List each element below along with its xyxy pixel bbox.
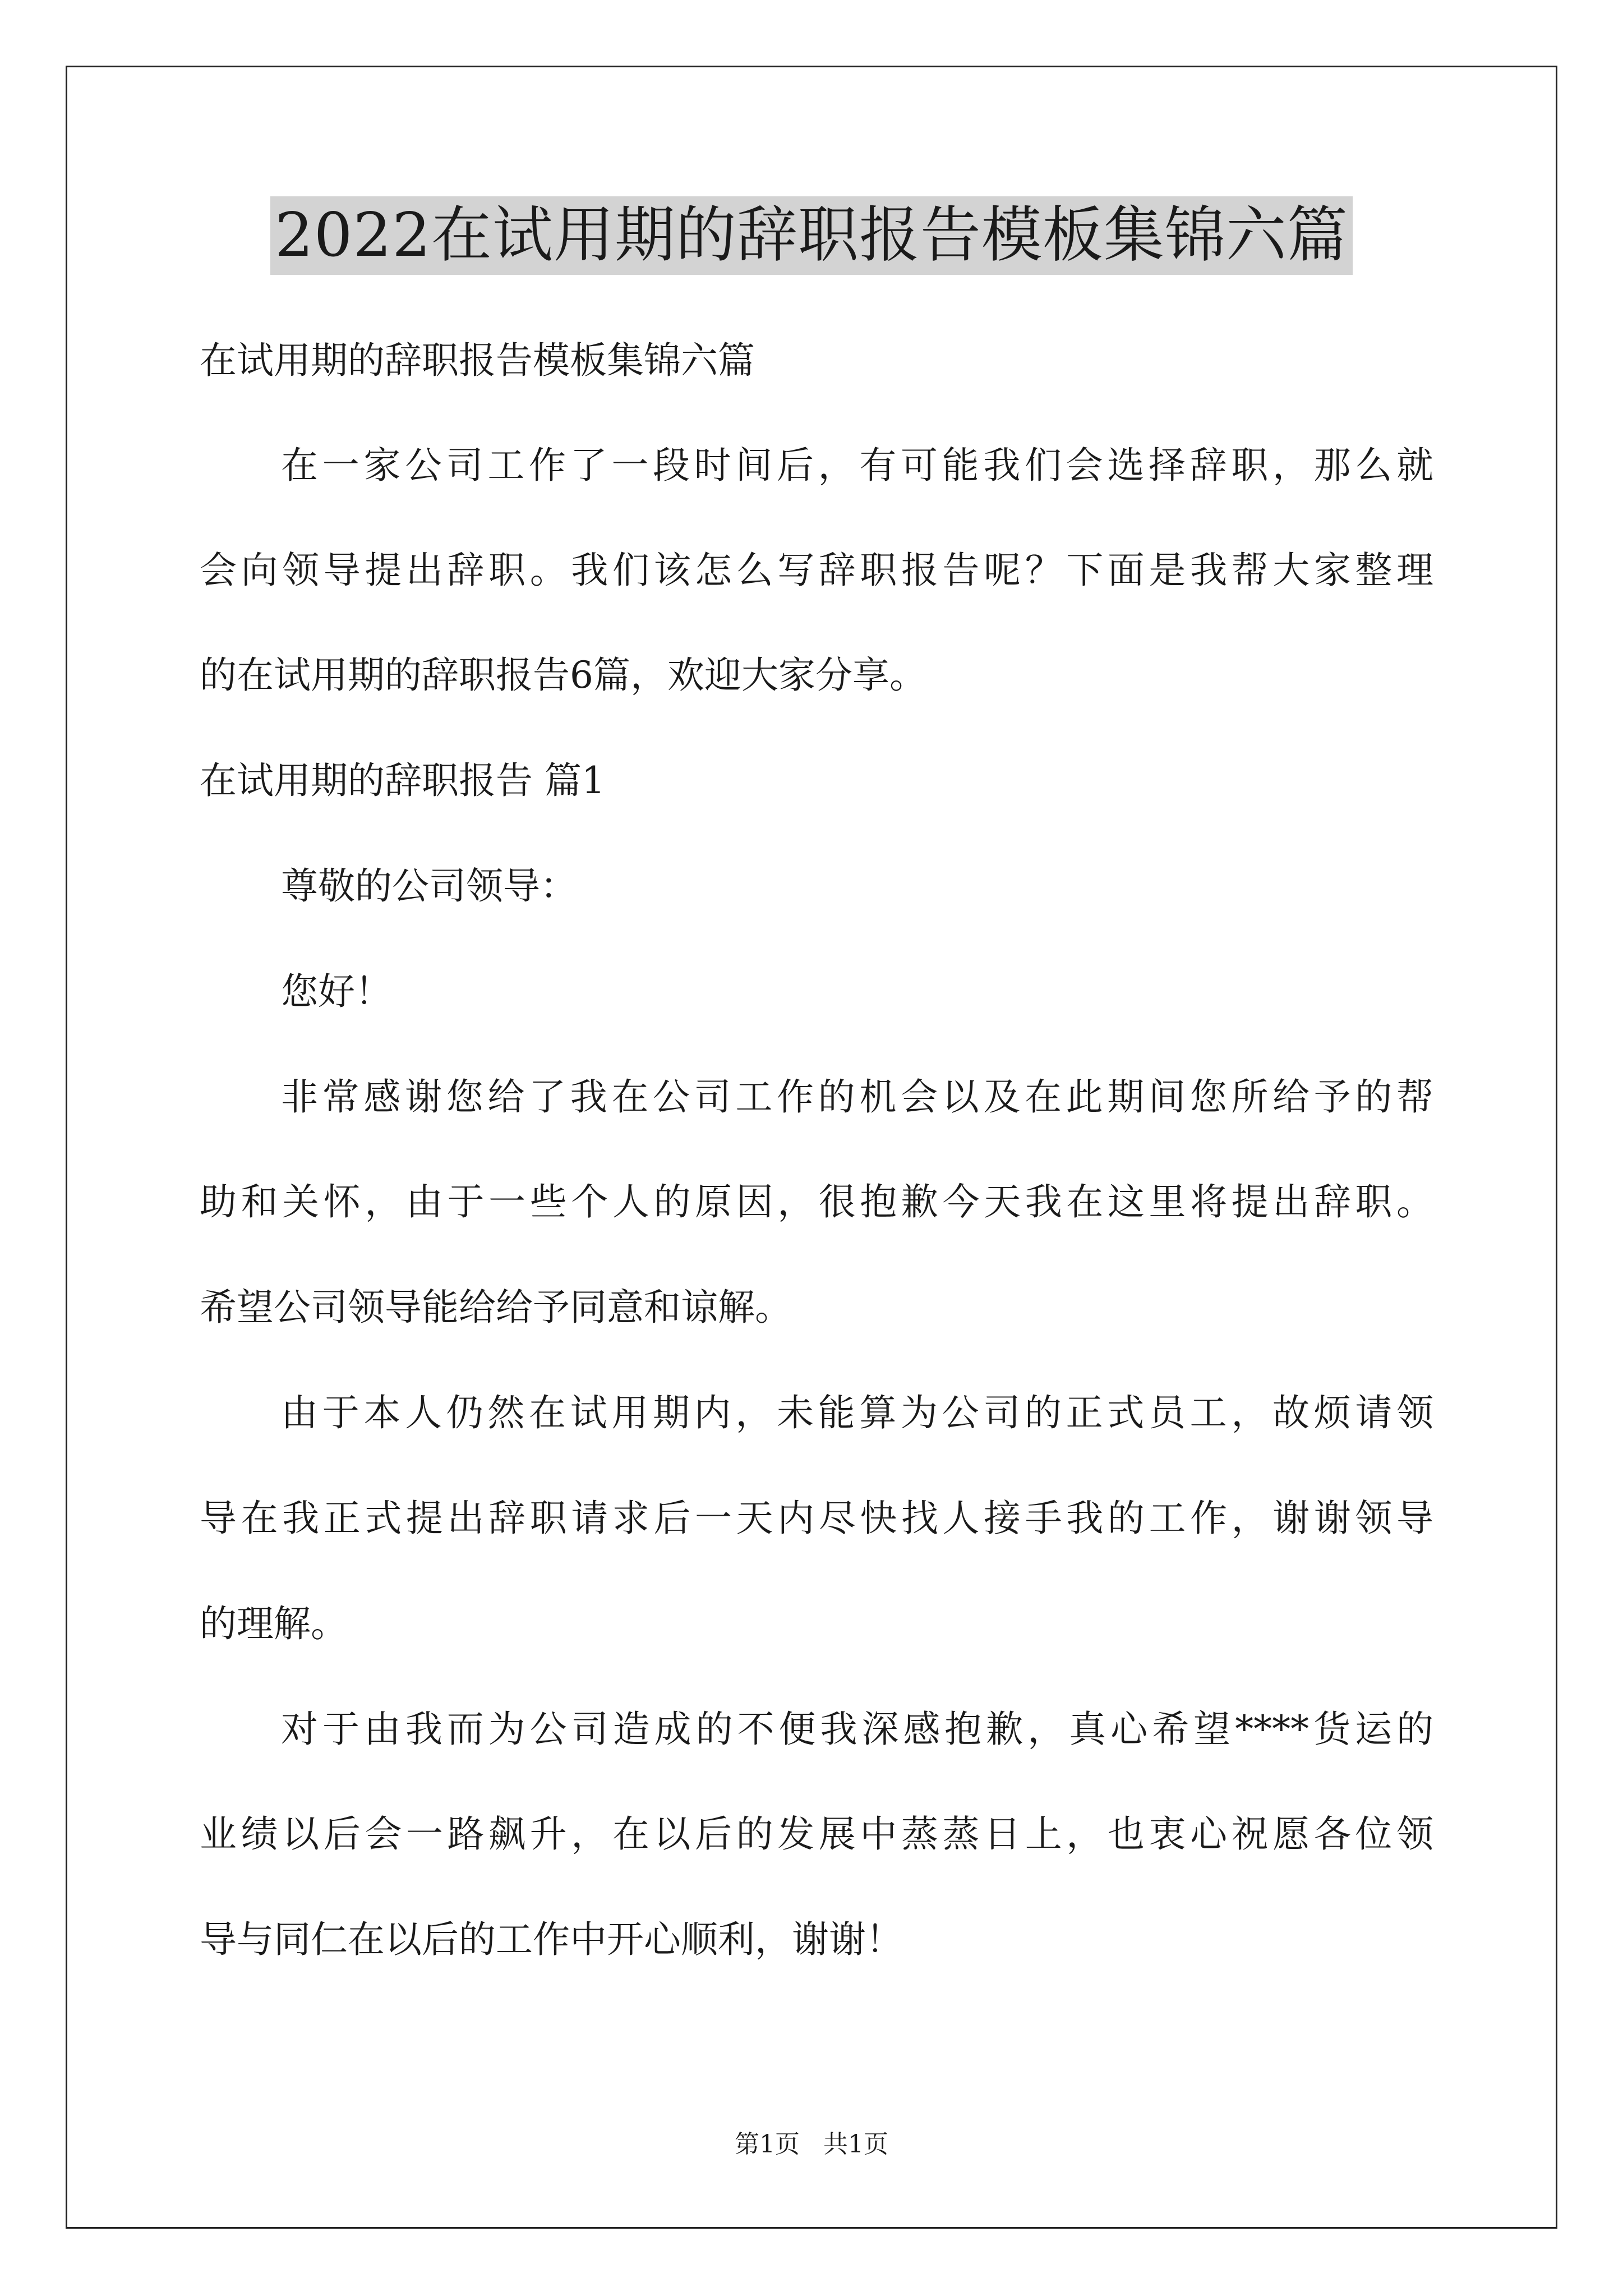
intro-line-2: 会向领导提出辞职。我们该怎么写辞职报告呢？下面是我帮大家整理	[200, 549, 1433, 592]
document-title: 2022在试用期的辞职报告模板集锦六篇	[270, 196, 1353, 275]
paragraph-3-line-2: 业绩以后会一路飙升，在以后的发展中蒸蒸日上，也衷心祝愿各位领	[200, 1812, 1433, 1856]
paragraph-3-line-1: 对于由我而为公司造成的不便我深感抱歉，真心希望****货运的	[281, 1708, 1433, 1751]
page-border	[66, 66, 1557, 2229]
subtitle-line: 在试用期的辞职报告模板集锦六篇	[200, 339, 755, 382]
page-footer: 第1页 共1页	[735, 2130, 888, 2159]
intro-line-3: 的在试用期的辞职报告6篇，欢迎大家分享。	[200, 654, 926, 697]
paragraph-2-line-3: 的理解。	[200, 1602, 348, 1645]
paragraph-1-line-1: 非常感谢您给了我在公司工作的机会以及在此期间您所给予的帮	[281, 1075, 1433, 1119]
section-heading: 在试用期的辞职报告 篇1	[200, 759, 605, 802]
title-area	[0, 196, 1623, 275]
paragraph-2-line-2: 导在我正式提出辞职请求后一天内尽快找人接手我的工作，谢谢领导	[200, 1497, 1433, 1540]
paragraph-2-line-1: 由于本人仍然在试用期内，未能算为公司的正式员工，故烦请领	[281, 1391, 1433, 1434]
intro-line-1: 在一家公司工作了一段时间后，有可能我们会选择辞职，那么就	[281, 444, 1433, 487]
salutation-line: 尊敬的公司领导：	[281, 864, 577, 908]
greeting-line: 您好！	[281, 970, 392, 1013]
paragraph-1-line-2: 助和关怀，由于一些个人的原因，很抱歉今天我在这里将提出辞职。	[200, 1180, 1433, 1223]
paragraph-1-line-3: 希望公司领导能给给予同意和谅解。	[200, 1286, 792, 1329]
paragraph-3-line-3: 导与同仁在以后的工作中开心顺利，谢谢！	[200, 1918, 903, 1961]
